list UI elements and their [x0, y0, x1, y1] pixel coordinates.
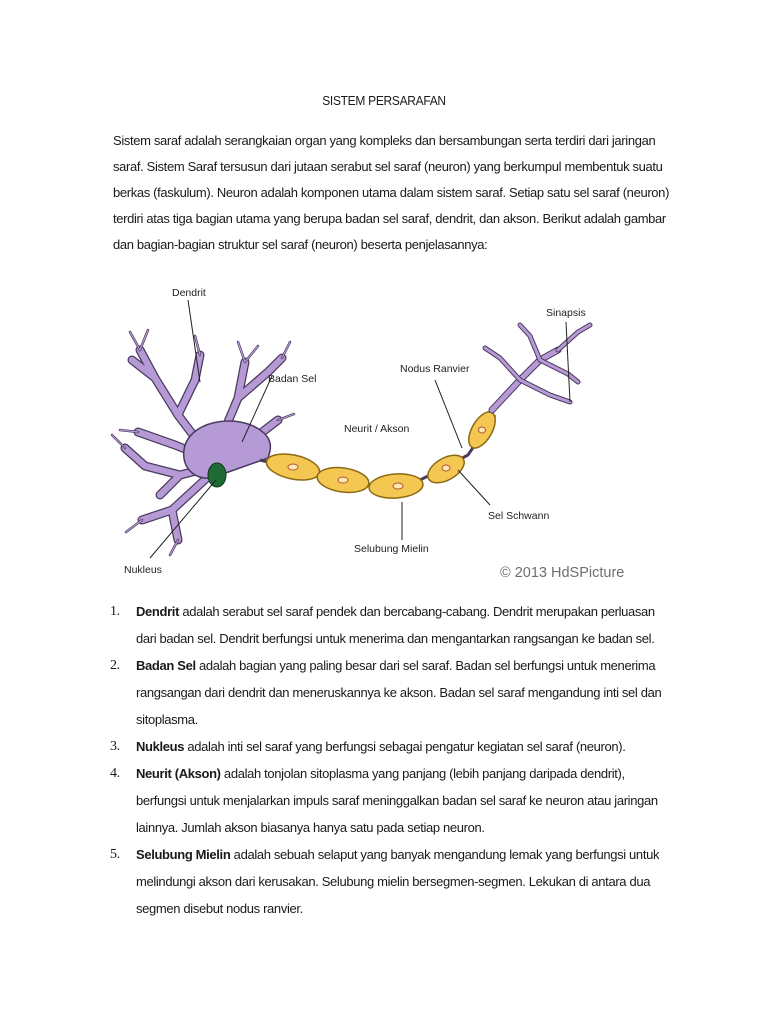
- intro-line: saraf. Sistem Saraf tersusun dari jutaan serabut sel saraf (neuron) yang berkumpul membentuk suatu: [113, 159, 663, 174]
- list-term: Neurit (Akson): [136, 766, 221, 781]
- nucleus-shape: [208, 463, 226, 487]
- intro-line: Sistem saraf adalah serangkaian organ yang kompleks dan bersambungan serta terdiri dari jaringan: [113, 133, 656, 148]
- list-line: lainnya. Jumlah akson biasanya hanya satu pada setiap neuron.: [136, 820, 485, 835]
- list-term: Dendrit: [136, 604, 180, 619]
- list-line: melindungi akson dari kerusakan. Selubung mielin bersegmen-segmen. Lekukan di antara dua: [136, 874, 651, 889]
- label-nukleus: Nukleus: [124, 564, 162, 576]
- myelin-segments: [264, 408, 501, 500]
- list-term: Badan Sel: [136, 658, 196, 673]
- list-line: rangsangan dari dendrit dan meneruskannya ke akson. Badan sel saraf mengandung inti sel dan: [136, 685, 662, 700]
- list-line: [136, 598, 670, 625]
- list-line: dari badan sel. Dendrit berfungsi untuk menerima dan mengantarkan rangsangan ke badan sel.: [136, 631, 655, 646]
- list-item: [110, 733, 670, 760]
- list-line: [136, 652, 670, 679]
- document-title: SISTEM PERSARAFAN: [322, 93, 446, 108]
- label-neurit-akson: Neurit / Akson: [344, 423, 410, 435]
- list-item: [110, 841, 670, 922]
- neuron-diagram: [100, 270, 660, 590]
- list-number: 2.: [110, 658, 120, 673]
- label-sel-schwann: Sel Schwann: [488, 510, 550, 522]
- label-nodus-ranvier: Nodus Ranvier: [400, 363, 470, 375]
- list-line: sitoplasma.: [136, 712, 198, 727]
- list-line: segmen disebut nodus ranvier.: [136, 901, 303, 916]
- list-number: 3.: [110, 739, 120, 754]
- intro-paragraph: [113, 128, 670, 258]
- list-line: berfungsi untuk menjalarkan impuls saraf meninggalkan badan sel saraf ke neuron atau jaringan: [136, 793, 658, 808]
- list-line: [136, 733, 670, 760]
- list-number: 5.: [110, 847, 120, 862]
- intro-line: berkas (faskulum). Neuron adalah komponen utama dalam sistem saraf. Setiap satu sel saraf (neuron): [113, 185, 670, 200]
- list-item: [110, 652, 670, 733]
- list-item: [110, 598, 670, 652]
- list-number: 4.: [110, 766, 120, 781]
- cell-body: [184, 421, 271, 478]
- label-badan-sel: Badan Sel: [268, 373, 317, 385]
- list-term: Nukleus: [136, 739, 185, 754]
- intro-line: terdiri atas tiga bagian utama yang berupa badan sel saraf, dendrit, dan akson. Berikut adalah gambar: [113, 211, 666, 226]
- copyright-watermark: © 2013 HdSPicture: [500, 565, 625, 581]
- label-dendrit: Dendrit: [172, 287, 206, 299]
- list-number: 1.: [110, 604, 120, 619]
- list-text: adalah tonjolan sitoplasma yang panjang (lebih panjang daripada dendrit),: [220, 766, 625, 781]
- neuron-illustration: [100, 270, 660, 590]
- list-item: [110, 760, 670, 841]
- list-text: adalah bagian yang paling besar dari sel saraf. Badan sel berfungsi untuk menerima: [195, 658, 656, 673]
- definition-list: [110, 598, 670, 922]
- label-selubung-mielin: Selubung Mielin: [354, 543, 429, 555]
- list-line: [136, 760, 670, 787]
- list-text: adalah sebuah selaput yang banyak mengandung lemak yang berfungsi untuk: [230, 847, 660, 862]
- list-text: adalah serabut sel saraf pendek dan bercabang-cabang. Dendrit merupakan perluasan: [179, 604, 655, 619]
- axon-terminals: [485, 325, 590, 410]
- list-text: adalah inti sel saraf yang berfungsi sebagai pengatur kegiatan sel saraf (neuron).: [184, 739, 626, 754]
- label-sinapsis: Sinapsis: [546, 307, 586, 319]
- intro-line: dan bagian-bagian struktur sel saraf (neuron) beserta penjelasannya:: [113, 237, 488, 252]
- list-term: Selubung Mielin: [136, 847, 231, 862]
- list-line: [136, 841, 670, 868]
